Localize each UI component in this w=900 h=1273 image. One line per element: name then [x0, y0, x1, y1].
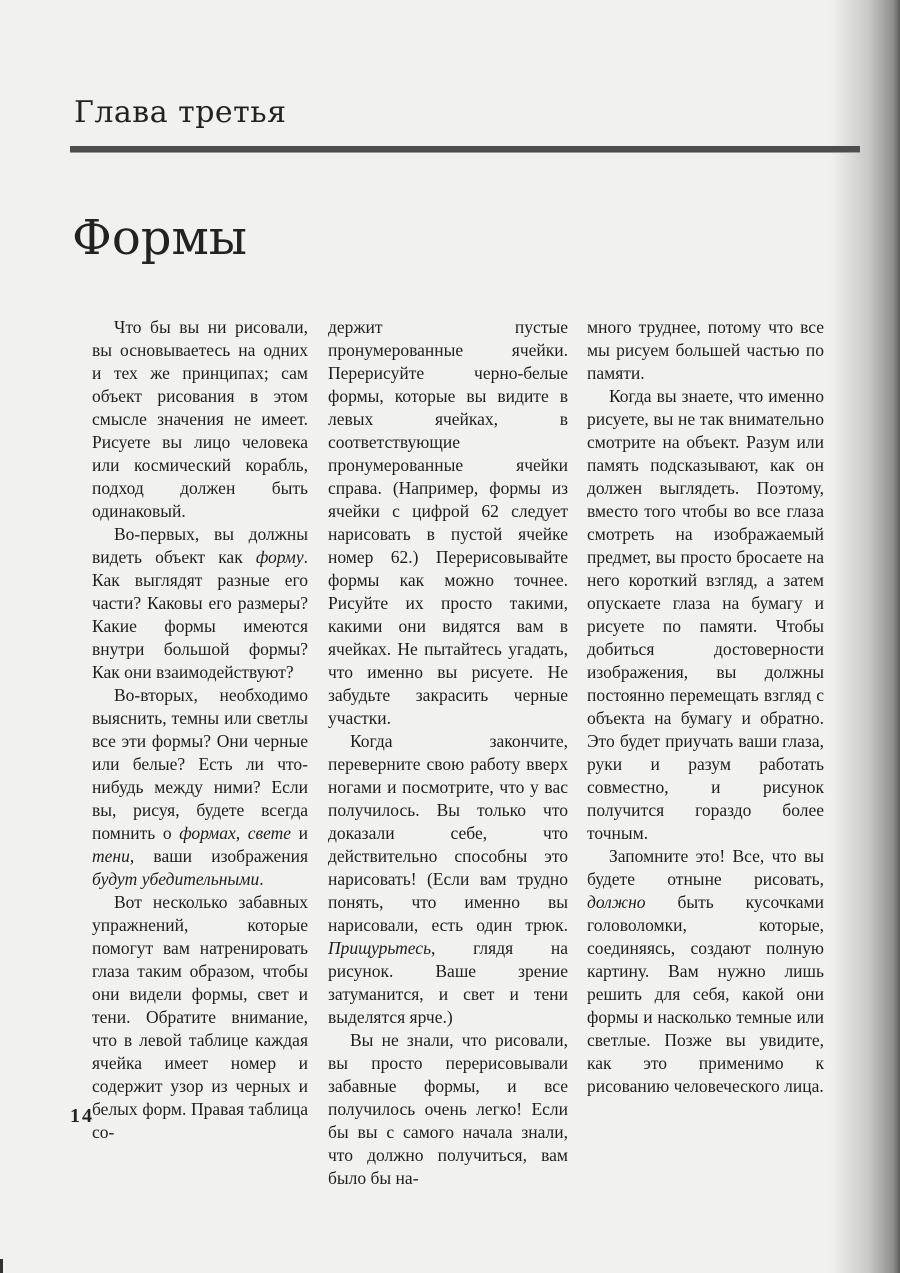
paragraph: много труднее, потому что все мы рисуем большей частью по памяти.: [587, 317, 824, 383]
paragraph: Что бы вы ни рисовали, вы основываетесь на одних и тех же принципах; сам объект рисования в этом смысле значения не имеет. Рисуете вы лицо человека или космический корабль, подход должен быть одинаковый.: [92, 317, 308, 521]
paragraph: Во-вторых, необходимо выяснить, темны или светлы все эти формы? Они черные или белые? Есть ли что-нибудь между ними? Если вы, рисуя, будете всегда помнить о формах, свете и тени, ваши изображения будут убедительными.: [92, 685, 308, 889]
heading-rule: [70, 146, 860, 153]
page-edge-shadow: [830, 0, 900, 1273]
chapter-heading: Глава третья: [74, 95, 287, 130]
paragraph: Запомните это! Все, что вы будете отныне рисовать, должно быть кусочками головоломки, которые, соединяясь, создают полную картину. Вам нужно лишь решить для себя, какой они формы и насколько темные или светлые. Позже вы увидите, как это применимо к рисованию человеческого лица.: [587, 846, 824, 1096]
text-column-3: [587, 316, 824, 1098]
paragraph: Когда вы знаете, что именно рисуете, вы не так внимательно смотрите на объект. Разум или память подсказывают, как он должен выглядеть. Поэтому, вместо того чтобы во все глаза смотреть на изображаемый предмет, вы просто бросаете на него короткий взгляд, а затем опускаете глаза на бумагу и рисуете по памяти. Чтобы добиться достоверности изображения, вы должны постоянно перемещать взгляд с объекта на бумагу и обратно. Это будет приучать ваши глаза, руки и разум работать совместно, и рисунок получится гораздо более точным.: [587, 386, 824, 843]
paragraph: Вы не знали, что рисовали, вы просто перерисовывали забавные формы, и все получилось очень легко! Если бы вы с самого начала знали, что должно получиться, вам было бы на-: [328, 1030, 568, 1188]
paragraph: Вот несколько забавных упражнений, которые помогут вам натренировать глаза таким образом, чтобы они видели формы, свет и тени. Обратите внимание, что в левой таблице каждая ячейка имеет номер и содержит узор из черных и белых форм. Правая таблица со-: [92, 892, 308, 1142]
scan-artifact: [0, 1259, 3, 1273]
paragraph: держит пустые пронумерованные ячейки. Перерисуйте черно-белые формы, которые вы видите в левых ячейках, в соответствующие пронумерованные ячейки справа. (Например, формы из ячейки с цифрой 62 следует нарисовать в пустой ячейке номер 62.) Перерисовывайте формы как можно точнее. Рисуйте их просто такими, какими они видятся вам в ячейках. Не пытайтесь угадать, что именно вы рисуете. Не забудьте закрасить черные участки.: [328, 317, 568, 728]
paragraph: Когда закончите, переверните свою работу вверх ногами и посмотрите, что у вас получилось. Вы только что доказали себе, что действительно способны это нарисовать! (Если вам трудно понять, что именно вы нарисовали, есть один трюк. Прищурьтесь, глядя на рисунок. Ваше зрение затуманится, и свет и тени выделятся ярче.): [328, 731, 568, 1027]
page-number: 14: [70, 1105, 94, 1127]
text-column-2: [328, 316, 568, 1190]
text-column-1: [92, 316, 308, 1144]
paragraph: Во-первых, вы должны видеть объект как форму. Как выглядят разные его части? Каковы его размеры? Какие формы имеются внутри большой формы? Как они взаимодействуют?: [92, 524, 308, 682]
section-title: Формы: [72, 210, 248, 266]
